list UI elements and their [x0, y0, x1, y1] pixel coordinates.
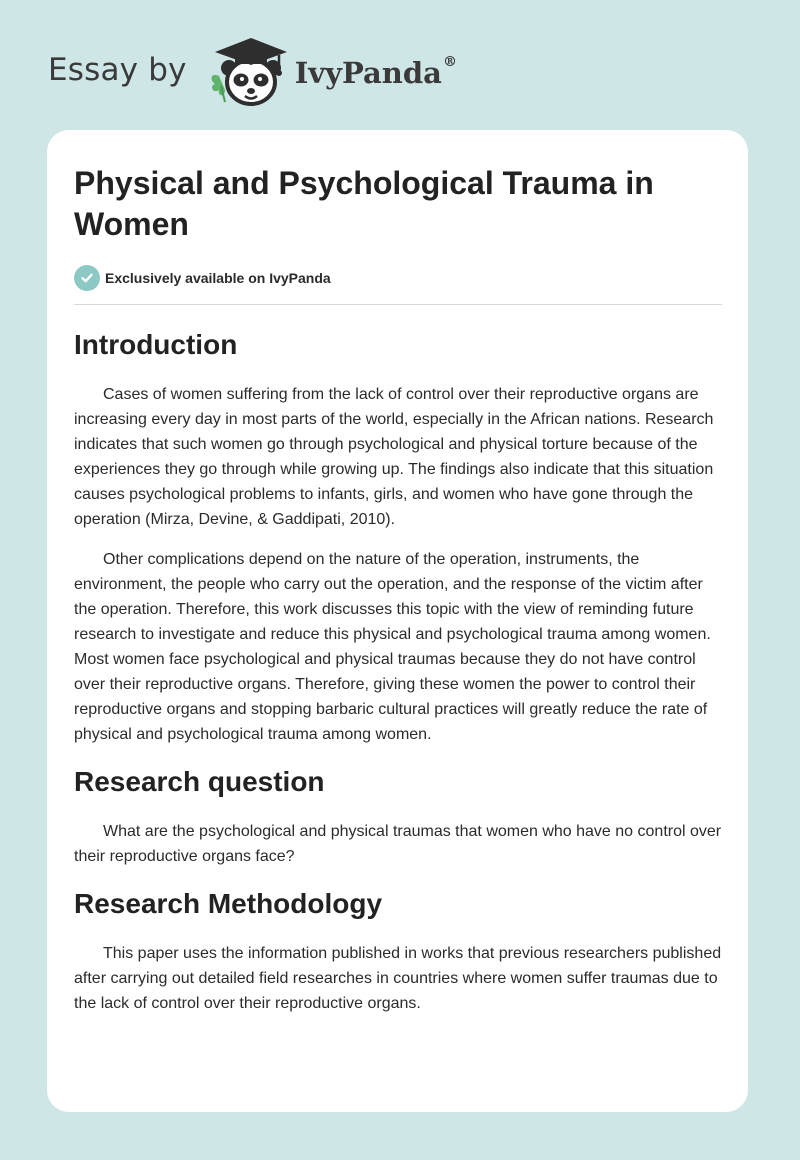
section-research-methodology [74, 887, 722, 1016]
paragraph: Other complications depend on the nature of the operation, instruments, the environment, the people who carry out the operation, and the response of the victim after the operation. Therefore, this work discusses this topic with the view of reminding future research to investigate and reduce this physical and psychological trauma among women. Most women face psychological and physical traumas because they do not have control over their reproductive organs. Therefore, giving these women the power to control their reproductive organs and stopping barbaric cultural practices will greatly reduce the rate of physical and psychological trauma among women. [74, 551, 711, 743]
panda-graduate-logo-icon[interactable] [205, 34, 293, 110]
section-heading: Research Methodology [74, 888, 383, 919]
registered-mark: ® [442, 54, 457, 70]
brand-name-text: IvyPanda [294, 56, 442, 90]
paragraph: What are the psychological and physical traumas that women who have no control over their reproductive organs face? [74, 823, 722, 865]
essay-by-label: Essay by [48, 52, 187, 88]
exclusive-badge [74, 264, 722, 292]
essay-card [47, 130, 748, 1112]
page-title: Physical and Psychological Trauma in Women [74, 165, 654, 242]
paragraph: This paper uses the information published in works that previous researchers published after carrying out detailed field researches in countries where women suffer traumas due to the lack of control over their reproductive organs. [74, 945, 722, 1012]
section-heading: Introduction [74, 329, 238, 360]
paragraph: Cases of women suffering from the lack of control over their reproductive organs are increasing every day in most parts of the world, especially in the African nations. Research indicates that such women go through psychological and physical torture because of the experiences they go through while growing up. The findings also indicate that this situation causes psychological problems to infants, girls, and women who have gone through the operation (Mirza, Devine, & Gaddipati, 2010). [74, 386, 714, 528]
divider [74, 304, 722, 305]
section-research-question [74, 765, 722, 869]
section-introduction [74, 328, 722, 747]
brand-name [295, 56, 457, 90]
check-circle-icon [74, 265, 100, 291]
brand-header [48, 34, 457, 110]
badge-text: Exclusively available on IvyPanda [105, 270, 331, 286]
section-heading: Research question [74, 766, 325, 797]
